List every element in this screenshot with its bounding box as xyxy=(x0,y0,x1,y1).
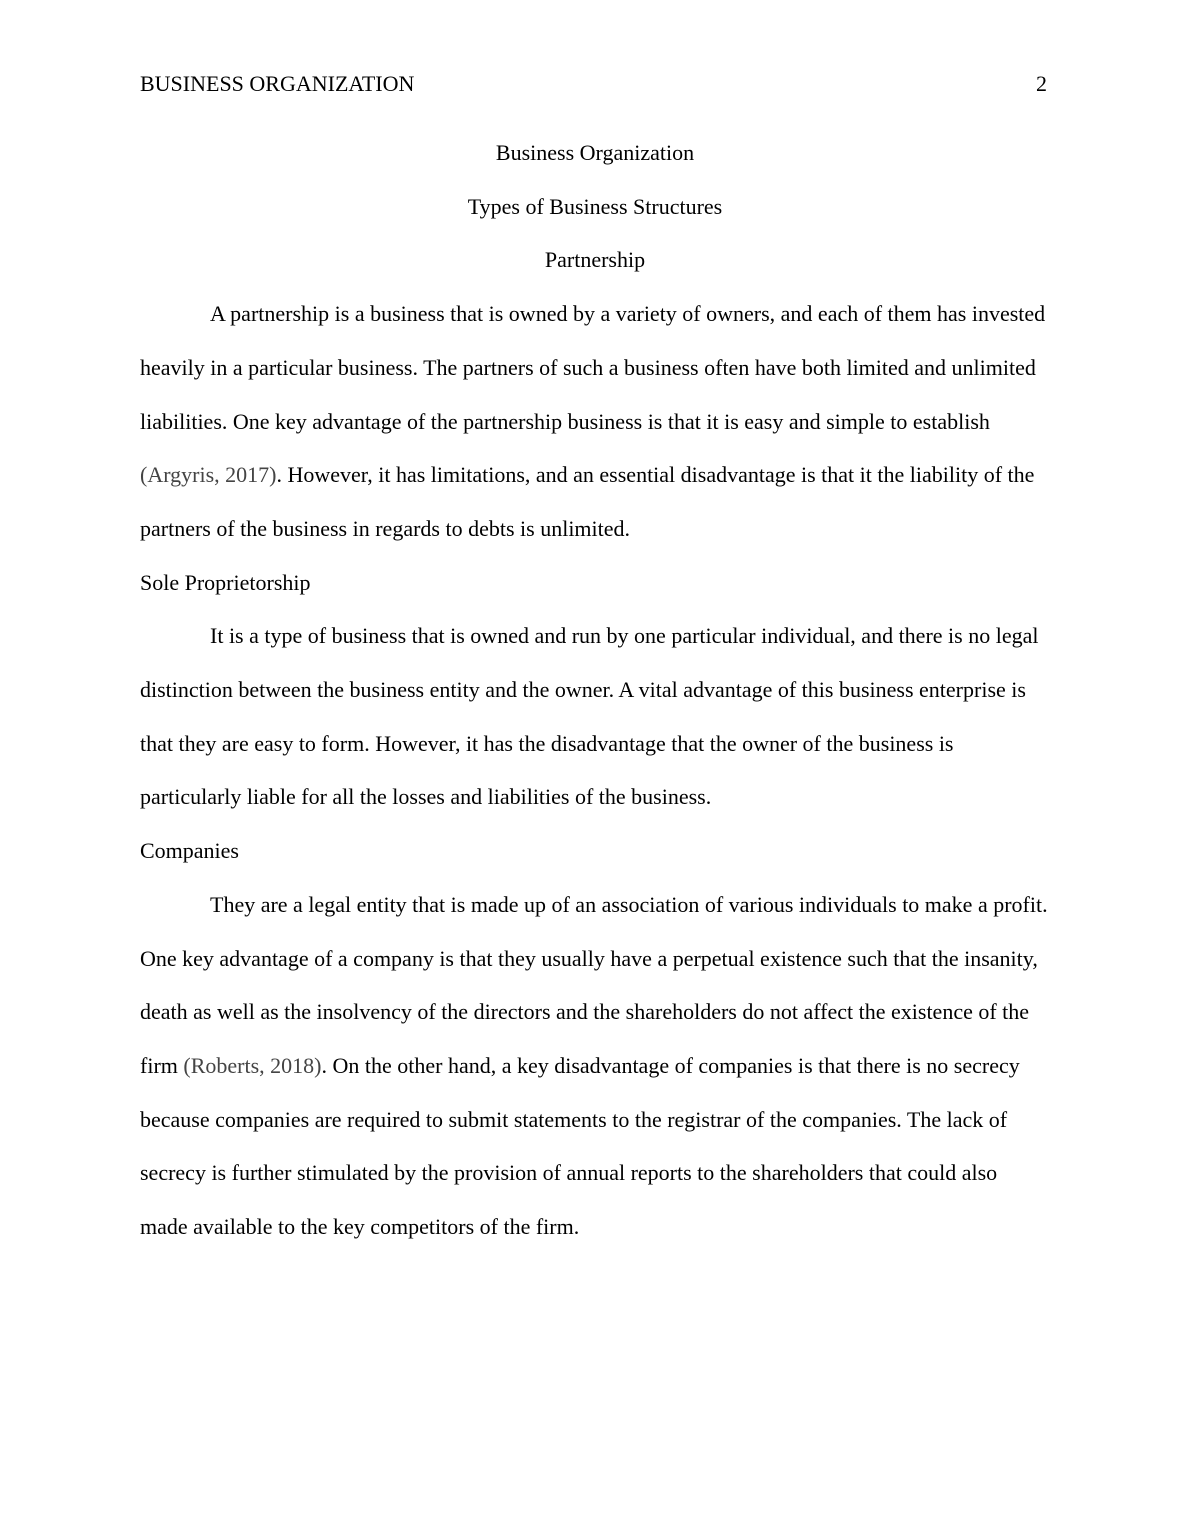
partnership-citation: (Argyris, 2017) xyxy=(140,462,277,488)
companies-text-2: . On the other hand, a key disadvantage of companies is that there is no secrecy because companies are required to submit statements to the registrar of the companies. The lack of secrecy is further stimulated by the provision of annual reports to the shareholders that could also made available to the key competitors of the firm. xyxy=(140,1052,1020,1240)
partnership-paragraph xyxy=(140,287,1050,556)
sole-proprietorship-heading: Sole Proprietorship xyxy=(140,569,311,595)
companies-paragraph xyxy=(140,878,1050,1254)
partnership-text-1: A partnership is a business that is owned by a variety of owners, and each of them has invested heavily in a particular business. The partners of such a business often have both limited and unlimited liabilities. One key advantage of the partnership business is that it is easy and simple to establish xyxy=(140,301,1046,434)
paper-title: Business Organization xyxy=(495,140,695,165)
section-title: Types of Business Structures xyxy=(467,193,723,219)
page-number: 2 xyxy=(1036,71,1047,96)
running-head: BUSINESS ORGANIZATION xyxy=(140,71,415,96)
document-body xyxy=(140,126,1050,1254)
partnership-text-2: . However, it has limitations, and an essential disadvantage is that it the liability of the partners of the business in regards to debts is unlimited. xyxy=(140,462,1035,541)
partnership-heading: Partnership xyxy=(544,247,646,273)
companies-heading: Companies xyxy=(140,838,239,864)
companies-citation: (Roberts, 2018) xyxy=(183,1052,322,1078)
sole-proprietorship-paragraph: It is a type of business that is owned and run by one particular individual, and there is no legal distinction between the business entity and the owner. A vital advantage of this business enterprise is that they are easy to form. However, it has the disadvantage that the owner of the business is particularly liable for all the losses and liabilities of the business. xyxy=(140,623,1039,810)
companies-text-1: They are a legal entity that is made up of an association of various individuals to make a profit. One key advantage of a company is that they usually have a perpetual existence such that the insanity, death as well as the insolvency of the directors and the shareholders do not affect the existence of the firm xyxy=(140,891,1048,1078)
